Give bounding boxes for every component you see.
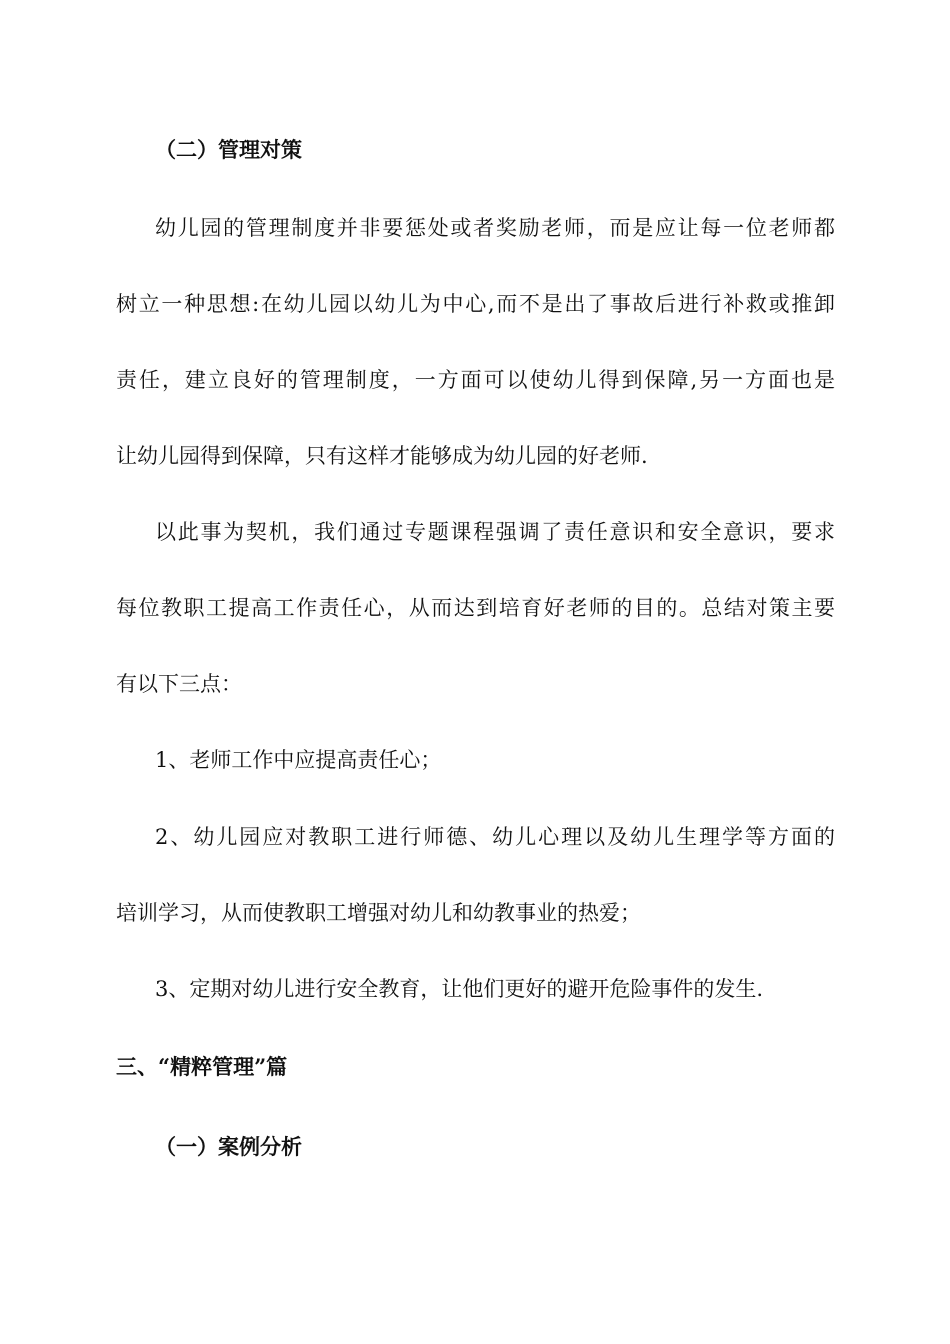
list-item-3: 3、定期对幼儿进行安全教育，让他们更好的避开危险事件的发生. (155, 977, 764, 1001)
list-item-2-line1: 2、幼儿园应对教职工进行师德、幼儿心理以及幼儿生理学等方面的 (155, 825, 835, 849)
heading-management-countermeasures: （二）管理对策 (155, 137, 302, 162)
para1-line4: 让幼儿园得到保障，只有这样才能够成为幼儿园的好老师. (116, 444, 648, 468)
para1-line2: 树立一种思想:在幼儿园以幼儿为中心,而不是出了事故后进行补救或推卸 (116, 292, 835, 316)
para1-line1: 幼儿园的管理制度并非要惩处或者奖励老师，而是应让每一位老师都 (155, 216, 835, 240)
section-three-heading: 三、“精粹管理”篇 (116, 1054, 288, 1079)
list-item-1: 1、老师工作中应提高责任心； (155, 748, 442, 772)
heading-case-analysis: （一）案例分析 (155, 1134, 302, 1159)
para2-line2: 每位教职工提高工作责任心，从而达到培育好老师的目的。总结对策主要 (116, 596, 835, 620)
para2-line1: 以此事为契机，我们通过专题课程强调了责任意识和安全意识，要求 (155, 520, 835, 544)
para1-line3: 责任，建立良好的管理制度，一方面可以使幼儿得到保障,另一方面也是 (116, 368, 835, 392)
list-item-2-line2: 培训学习，从而使教职工增强对幼儿和幼教事业的热爱； (116, 901, 641, 925)
para2-line3: 有以下三点： (116, 672, 242, 696)
